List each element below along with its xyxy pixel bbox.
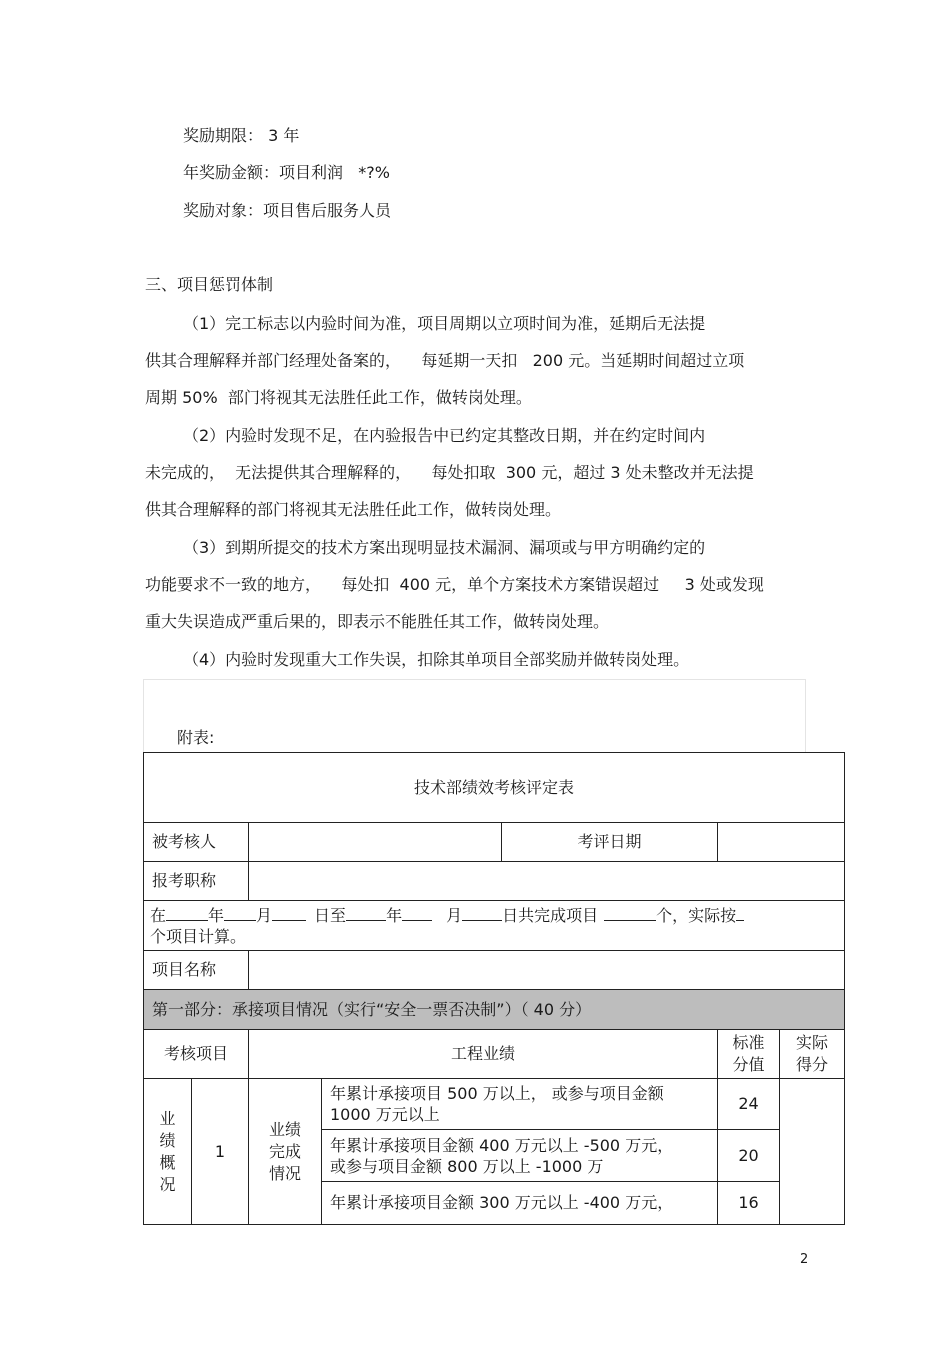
criteria-row-2: 年累计承接项目金额 400 万元以上 -500 万元， 或参与项目金额 800 万以上 -1000 万 [322,1130,718,1182]
p1-line1: （1）完工标志以内验时间为准，项目周期以立项时间为准，延期后无法提 [183,314,706,333]
eval-date-value[interactable] [718,823,845,862]
position-label: 报考职称 [144,862,249,901]
blank-start-month[interactable] [224,906,256,921]
blank-end-month[interactable] [402,906,432,921]
assessee-label: 被考核人 [144,823,249,862]
col-header-std: 标准 分值 [718,1030,780,1079]
p2-line3: 供其合理解释的部门将视其无法胜任此工作，做转岗处理。 [145,500,562,519]
row-number: 1 [192,1079,249,1225]
actual-score-cell[interactable] [780,1079,845,1225]
p2-line2: 未完成的， 无法提供其合理解释的， 每处扣取 300 元，超过 3 处未整改并无法提 [145,463,754,482]
reward-amount: 年奖励金额：项目利润 *?% [183,163,390,182]
assessee-value[interactable] [249,823,502,862]
appendix-frame [143,679,806,752]
p3-line1: （3）到期所提交的技术方案出现明显技术漏洞、漏项或与甲方明确约定的 [183,538,706,557]
blank-actual-count[interactable] [736,906,744,921]
period-line1: 在 年 月 日至 年 月 日共完成项目 个，实际按 [150,905,838,926]
col-header-item: 考核项目 [144,1030,249,1079]
blank-start-year[interactable] [166,906,208,921]
evaluation-table [143,752,845,1225]
col-header-perf: 工程业绩 [249,1030,718,1079]
p3-line3: 重大失误造成严重后果的，即表示不能胜任其工作，做转岗处理。 [145,612,610,631]
appendix-label: 附表: [177,728,215,747]
blank-start-day[interactable] [272,906,306,921]
p1-line2: 供其合理解释并部门经理处备案的， 每延期一天扣 200 元。当延期时间超过立项 [145,351,745,370]
reward-target: 奖励对象：项目售后服务人员 [183,201,392,220]
table-title: 技术部绩效考核评定表 [144,753,845,823]
blank-end-day[interactable] [462,906,502,921]
score-row-2: 20 [718,1130,780,1182]
p1-line3: 周期 50% 部门将视其无法胜任此工作，做转岗处理。 [145,388,532,407]
category-perf-overview: 业 绩 概 况 [144,1079,192,1225]
p2-line1: （2）内验时发现不足，在内验报告中已约定其整改日期，并在约定时间内 [183,426,706,445]
score-row-3: 16 [718,1182,780,1225]
p3-line2: 功能要求不一致的地方， 每处扣 400 元，单个方案技术方案错误超过 3 处或发现 [145,575,764,594]
project-name-value[interactable] [249,951,845,990]
section3-heading: 三、项目惩罚体制 [145,275,274,294]
eval-date-label: 考评日期 [502,823,718,862]
page-number: 2 [800,1252,809,1267]
period-line2: 个项目计算。 [150,926,247,946]
sub-label-completion: 业绩 完成 情况 [249,1079,322,1225]
p4-line1: （4）内验时发现重大工作失误，扣除其单项目全部奖励并做转岗处理。 [183,650,690,669]
blank-end-year[interactable] [346,906,386,921]
project-name-label: 项目名称 [144,951,249,990]
criteria-row-3: 年累计承接项目金额 300 万元以上 -400 万元， [322,1182,718,1225]
score-row-1: 24 [718,1079,780,1130]
col-header-actual: 实际 得分 [780,1030,845,1079]
part1-header: 第一部分：承接项目情况（实行“安全一票否决制”）（ 40 分） [144,990,845,1030]
position-value[interactable] [249,862,845,901]
blank-project-count[interactable] [604,906,656,921]
criteria-row-1: 年累计承接项目 500 万以上， 或参与项目金额 1000 万元以上 [322,1079,718,1130]
period-row [144,901,845,951]
reward-period: 奖励期限： 3 年 [183,126,300,145]
